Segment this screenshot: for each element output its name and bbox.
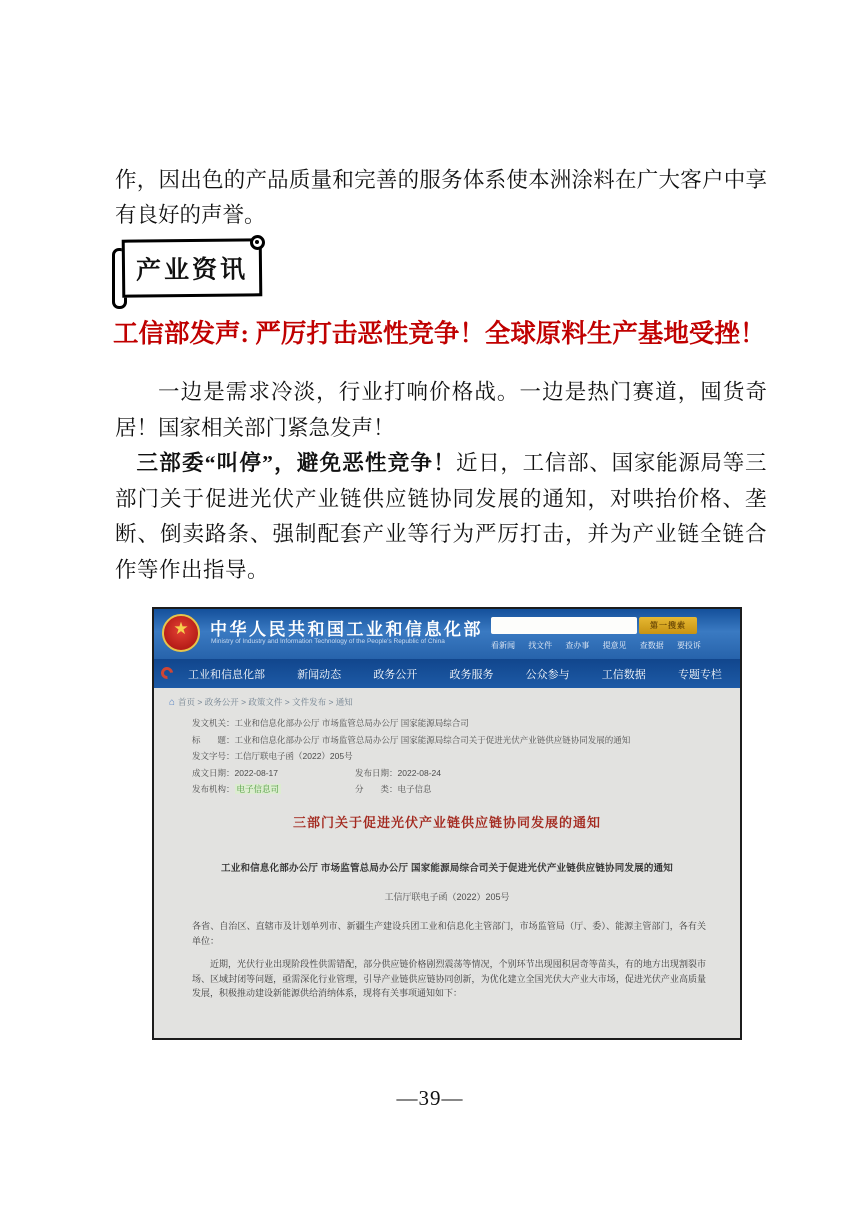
site-nav-bar [154,659,740,688]
meta-value-publisher: 电子信息司 [236,784,280,794]
quick-link-files: 找文件 [528,641,553,650]
meta-value: 工业和信息化部办公厅 市场监管总局办公厅 国家能源局综合司 [234,718,469,728]
article-paragraph-2 [115,446,767,588]
site-header [154,609,740,659]
section-badge-label: 产业资讯 [122,238,263,297]
nav-item-special: 专题专栏 [677,668,722,681]
document-metadata [192,719,740,794]
intro-paragraph: 作，因出色的产品质量和完善的服务体系使本洲涂料在广大客户中享有良好的声誉。 [115,167,767,227]
header-quick-links [491,640,701,651]
nav-item-gov-services: 政务服务 [449,668,494,681]
meta-org-pair [192,785,355,794]
meta-label: 分 类： [355,784,398,794]
national-emblem-icon [162,614,200,652]
meta-value: 2022-08-24 [397,767,441,778]
meta-row-title [192,736,740,745]
home-icon: ⌂ [169,697,176,708]
nav-item-news: 新闻动态 [297,668,342,681]
meta-row-dates [192,769,740,778]
paragraph-2-lead-bold: 三部委“叫停”，避免恶性竞争！ [136,451,456,475]
site-title: 中华人民共和国工业和信息化部 [210,620,483,639]
breadcrumb [154,688,740,708]
quick-link-data: 查数据 [639,641,664,650]
notice-document-number: 工信厅联电子函（2022）205号 [384,892,510,902]
meta-label: 发文机关： [192,718,235,728]
meta-row-docno [192,752,740,761]
notice-salutation: 各省、自治区、直辖市及计划单列市、新疆生产建设兵团工业和信息化主管部门，市场监管局（厅、委）、能源主管部门，各有关单位： [192,921,706,946]
nav-item-gov-affairs: 政务公开 [373,668,418,681]
quick-link-feedback: 提意见 [602,641,627,650]
meta-label: 发布日期： [355,767,398,778]
nav-item-participation: 公众参与 [525,668,570,681]
search-button: 第一搜索 [639,617,697,634]
nav-item-data: 工信数据 [601,668,646,681]
meta-label: 发文字号： [192,751,235,761]
meta-value: 工信厅联电子函（2022）205号 [234,751,353,761]
embedded-screenshot-miit-website [152,607,742,1040]
notice-subtitle: 工业和信息化部办公厅 市场监管总局办公厅 国家能源局综合司关于促进光伏产业链供应链协同发展的通知 [221,863,673,874]
search-input [491,617,637,634]
meta-row-org [192,785,740,794]
meta-row-issuer [192,719,740,728]
section-badge-scroll [112,239,282,307]
article-paragraph-1: 一边是需求冷淡，行业打响价格战。一边是热门赛道，囤货奇居！国家相关部门紧急发声！ [115,380,767,440]
meta-label: 成文日期： [192,767,235,778]
paragraph-2-rest: 近日，工信部、国家能源局等三部门关于促进光伏产业链供应链协同发展的通知，对哄抬价格、垄断、倒卖路条、强制配套产业等行为严厉打击，并为产业链全链合作等作出指导。 [115,451,767,582]
meta-label: 标 题： [192,734,235,745]
quick-link-news: 看新闻 [491,641,515,650]
notice-title: 三部门关于促进光伏产业链供应链协同发展的通知 [292,815,601,830]
article-body [115,375,767,588]
miit-logo-icon [159,665,176,682]
article-headline: 工信部发声: 严厉打击恶性竞争！全球原料生产基地受挫！ [113,319,766,348]
quick-link-complaint: 要投诉 [676,641,701,650]
page-number: —39— [396,1086,464,1110]
meta-date-pair [192,769,355,778]
scroll-knob-decoration [250,235,265,250]
meta-value: 工业和信息化部办公厅 市场监管总局办公厅 国家能源局综合司关于促进光伏产业链供应链协同发展的通知 [234,734,631,745]
quick-link-services: 查办事 [565,641,590,650]
nav-item-home: 工业和信息化部 [188,668,265,681]
notice-body: 近期，光伏行业出现阶段性供需错配，部分供应链价格剧烈震荡等情况，个别环节出现囤积居奇等苗头，有的地方出现割裂市场、区域封闭等问题，亟需深化行业管理，引导产业链供应链协同创新，为优化建立全国光伏大产业大市场，促进光伏产业高质量发展，积极推动建设新能源供给消纳体系，现将有关事项通知如下： [192,959,706,998]
site-title-english: Ministry of Industry and Information Technology of the People's Republic of China [211,638,445,645]
meta-value: 2022-08-17 [234,767,278,778]
meta-label: 发布机构： [192,784,235,794]
site-content-area [154,688,740,1036]
meta-value: 电子信息 [397,784,432,794]
breadcrumb-path: 首页 > 政务公开 > 政策文件 > 文件发布 > 通知 [178,697,353,707]
